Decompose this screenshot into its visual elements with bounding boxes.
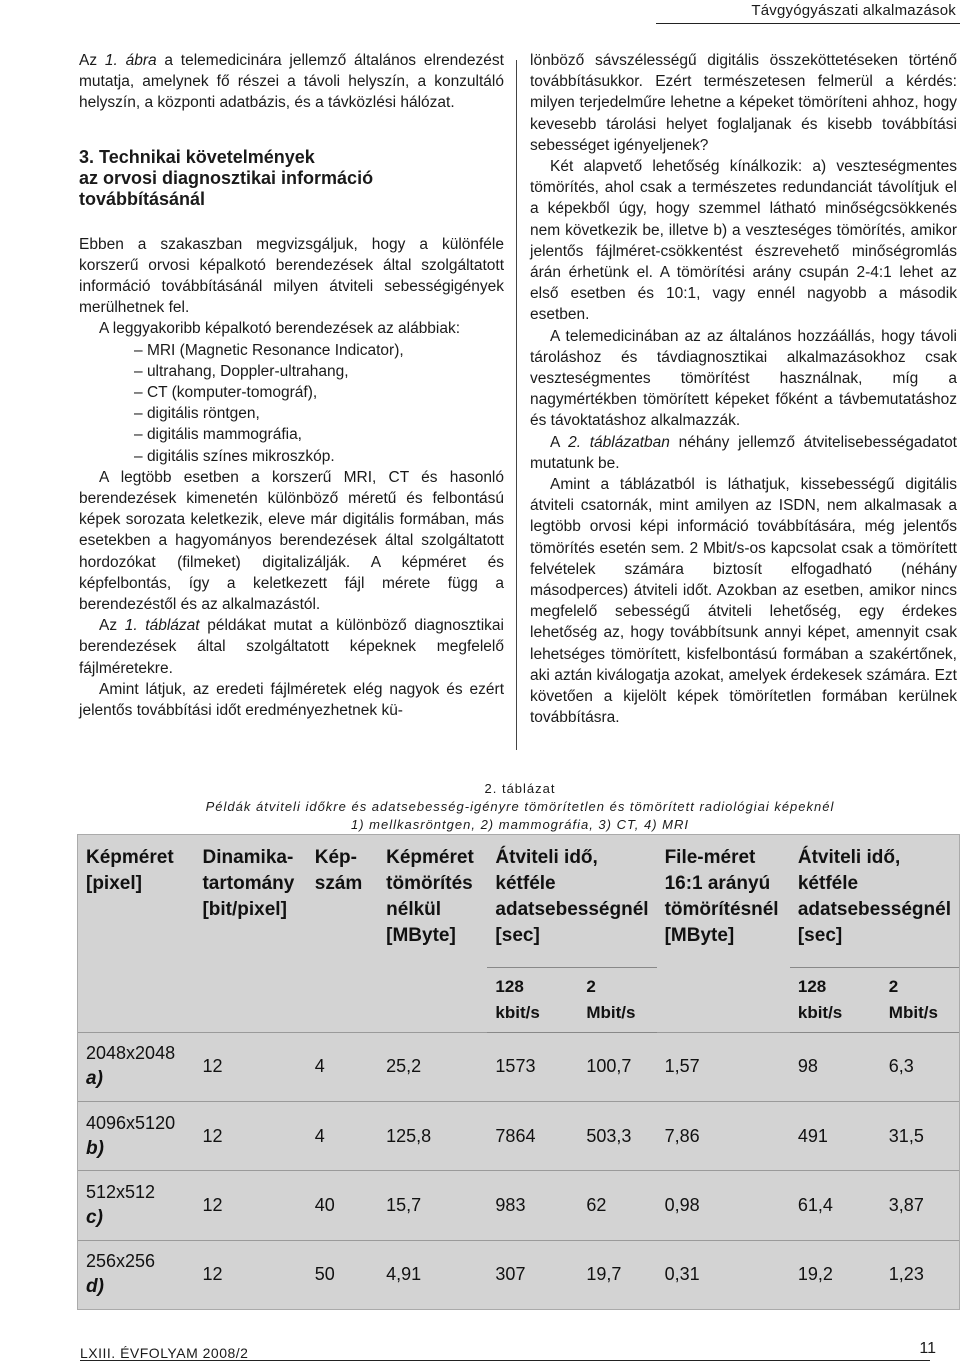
column-header: Képméret tömörítés nélkül [MByte] — [386, 847, 474, 946]
column-header: Kép-szám — [314, 847, 363, 894]
table-cell: 62 — [578, 1171, 656, 1240]
paragraph: Amint látjuk, az eredeti fájlméretek elég nagyok és ezért jelentős továbbítási időt eredményezhetnek kü- — [79, 680, 504, 720]
table-caption — [80, 780, 960, 834]
table-cell: 503,3 — [578, 1102, 656, 1171]
paragraph: Az 1. táblázat példákat mutat a különböző diagnosztikai berendezések által szolgáltatott képeknek megfelelő fájlméretekre. — [79, 617, 504, 677]
table-cell: 0,31 — [657, 1240, 790, 1309]
table-cell: 6,3 — [881, 1032, 959, 1101]
column-header: Dinamika-tartomány [bit/pixel] — [202, 847, 295, 920]
table-cell: 12 — [194, 1240, 306, 1309]
table-cell: 25,2 — [378, 1032, 487, 1101]
table-cell: 40 — [307, 1171, 378, 1240]
table-cell: 4,91 — [378, 1240, 487, 1309]
column-header: Átviteli idő, kétféle adatsebességnél [sec] — [797, 847, 951, 946]
table-cell: 983 — [487, 1171, 578, 1240]
table-cell: 1573 — [487, 1032, 578, 1101]
table-cell: 491 — [790, 1102, 881, 1171]
paragraph: A leggyakoribb képalkotó berendezések az alábbiak: — [99, 320, 461, 338]
paragraph: lönböző sávszélességű digitális összeköttetéseken történő továbbításukkor. Ezért természetesen felmerül a kérdés: milyen terjedelműre lehetne a képeket tömöríteni ahhoz, hogy kevesebb tárolási helyet foglaljanak és kisebb továbbítási sebességet igényeljenek? — [530, 52, 957, 154]
list-item: – digitális röntgen, — [134, 403, 504, 424]
table-cell: 1,57 — [657, 1032, 790, 1101]
section-number: 3. — [79, 146, 95, 167]
list-item: – CT (komputer-tomográf), — [134, 382, 504, 403]
paragraph: A 2. táblázatban néhány jellemző átvitelisebességadatot mutatunk be. — [530, 433, 957, 472]
table-reference: 2. táblázatban — [568, 433, 670, 451]
data-table — [77, 834, 960, 1310]
table-cell: 19,2 — [790, 1240, 881, 1309]
table-row — [78, 1032, 959, 1101]
pixel-size-cell: 2048x2048 a) — [78, 1032, 194, 1101]
table-cell: 12 — [194, 1102, 306, 1171]
table-cell: 31,5 — [881, 1102, 959, 1171]
column-subheader: 128 kbit/s — [487, 967, 578, 1032]
table-title: Példák átviteli időkre és adatsebesség-igényre tömörítetlen és tömörített radiológiai képeknél — [205, 799, 835, 814]
paragraph: Amint a táblázatból is láthatjuk, kissebességű digitális átviteli csatornák, mint amilyen az ISDN, nem alkalmasak a legtöbb orvosi képi információ továbbítására, még jelentős tömörítés esetén sem. 2 Mbit/s-os kapcsolat csak a tömörített felvételek számára biztosít elfogadható (néhány másodperces) átviteli időt. Azokban az esetben, amikor nincs megfelelő sebességű átviteli lehetőség, egy érdekes lehetőség az, hogy továbbítsunk annyi képet, amennyit csak lehetséges tömörített, kisfelbontású formában a szakértőnek, aki aztán kiválogatja azokat, amelyek érdekesek számára. Ezt követően a kijelölt képek tömörítetlen formában kerülnek továbbításra. — [530, 476, 957, 727]
table-legend: 1) mellkasröntgen, 2) mammográfia, 3) CT, 4) MRI — [351, 817, 689, 832]
table-cell: 7864 — [487, 1102, 578, 1171]
table-cell: 125,8 — [378, 1102, 487, 1171]
table-cell: 1,23 — [881, 1240, 959, 1309]
section-heading: 3. Technikai követelmények az orvosi diagnosztikai információ továbbításánál — [79, 146, 374, 209]
column-subheader: 2 Mbit/s — [881, 967, 959, 1032]
table-cell: 50 — [307, 1240, 378, 1309]
left-column — [79, 50, 504, 721]
table-cell: 3,87 — [881, 1171, 959, 1240]
list-item: – digitális színes mikroszkóp. — [134, 446, 504, 467]
table-reference: 1. táblázat — [124, 617, 200, 635]
running-title: Távgyógyászati alkalmazások — [751, 2, 956, 19]
figure-reference: 1. ábra — [104, 52, 157, 69]
table-cell: 100,7 — [578, 1032, 656, 1101]
footer-rule — [80, 1360, 930, 1361]
table-cell: 12 — [194, 1032, 306, 1101]
paragraph: A telemedicinában az az általános hozzáállás, hogy távoli tároláshoz és távdiagnosztikai alkalmazásokhoz csak veszteségmentes tömörítést használnak, míg a nagymértékben tömörített képeket főként a távbemutatáshoz és távoktatáshoz alkalmazzák. — [530, 327, 957, 430]
table-cell: 15,7 — [378, 1171, 487, 1240]
pixel-size-cell: 4096x5120 b) — [78, 1102, 194, 1171]
table-cell: 4 — [307, 1102, 378, 1171]
column-subheader: 2 Mbit/s — [578, 967, 656, 1032]
intro-paragraph: Az 1. ábra a telemedicinára jellemző általános elrendezést mutatja, amelynek fő részei a távoli helyszín, a konzultáló helyszín, a központi adatbázis, és a távközlési hálózat. — [79, 52, 504, 112]
pixel-size-cell: 256x256 d) — [78, 1240, 194, 1309]
table-number: 2. táblázat — [484, 781, 556, 796]
device-list — [79, 340, 504, 467]
paragraph: Ebben a szakaszban megvizsgáljuk, hogy a különféle korszerű orvosi képalkotó berendezések által szolgáltatott információ továbbításánál milyen átviteli sebességigények merülhetnek fel. — [79, 235, 504, 317]
table-row — [78, 1102, 959, 1171]
right-column — [530, 50, 957, 729]
table-cell: 0,98 — [657, 1171, 790, 1240]
table-row — [78, 1240, 959, 1309]
paragraph: A legtöbb esetben a korszerű MRI, CT és hasonló berendezések kimenetén különböző méretű és felbontású képek sorozata keletkezik, eleve már digitális formában, más esetekben a hagyományos berendezések által szolgáltatott hordozókat (filmeket) digitalizálják. A képméret és képfelbontás, így a keletkezett fájl mérete függ a berendezéstől és az alkalmazástól. — [79, 468, 504, 614]
volume-label: LXIII. ÉVFOLYAM 2008/2 — [80, 1345, 249, 1361]
table-cell: 98 — [790, 1032, 881, 1101]
list-item: – MRI (Magnetic Resonance Indicator), — [134, 340, 504, 361]
table-cell: 307 — [487, 1240, 578, 1309]
paragraph: Két alapvető lehetőség kínálkozik: a) veszteségmentes tömörítés, ahol csak a természetes redundanciát távolítjuk el a képekből úgy, hogy szemmel látható minőségcsökkenés nem következik be, illetve b) a veszteséges tömörítés, amikor jelentős fájlméret-csökkentést észrevehető minőségromlás árán érhetünk el. A tömörítési arány csupán 2-4:1 lehet az első esetben és 10:1, vagy ennél nagyobb a második esetben. — [530, 158, 957, 324]
pixel-size-cell: 512x512 c) — [78, 1171, 194, 1240]
column-header: Képméret [pixel] — [86, 847, 174, 894]
column-subheader: 128 kbit/s — [790, 967, 881, 1032]
table-header-row — [78, 835, 959, 967]
table-row — [78, 1171, 959, 1240]
column-divider — [516, 60, 517, 750]
column-header: Átviteli idő, kétféle adatsebességnél [sec] — [495, 847, 649, 946]
table-cell: 19,7 — [578, 1240, 656, 1309]
header-rule — [656, 23, 960, 24]
table-cell: 61,4 — [790, 1171, 881, 1240]
table-cell: 7,86 — [657, 1102, 790, 1171]
list-item: – ultrahang, Doppler-ultrahang, — [134, 361, 504, 382]
table-cell: 4 — [307, 1032, 378, 1101]
column-header: File-méret 16:1 arányú tömörítésnél [MByte] — [664, 847, 779, 946]
table-cell: 12 — [194, 1171, 306, 1240]
list-item: – digitális mammográfia, — [134, 424, 504, 445]
page-number: 11 — [919, 1340, 936, 1357]
